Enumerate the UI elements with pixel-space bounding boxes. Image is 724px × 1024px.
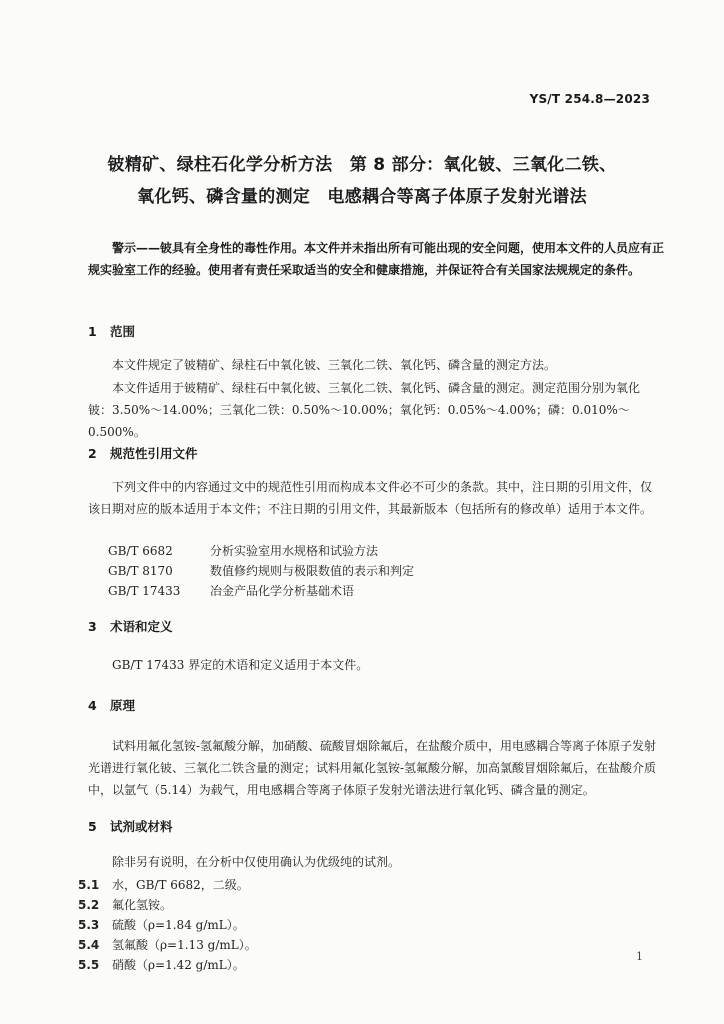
safety-warning: 警示——铍具有全身性的毒性作用。本文件并未指出所有可能出现的安全问题，使用本文件的人员应有正规实验室工作的经验。使用者有责任采取适当的安全和健康措施，并保证符合有关国家法规规定的条件。	[88, 241, 665, 277]
reagent-item: 5.2 氟化氢铵。	[78, 898, 173, 912]
section-title: 原理	[110, 698, 136, 713]
section-3-heading	[88, 617, 173, 635]
reagent-item: 5.5 硝酸（ρ=1.42 g/mL）。	[78, 958, 245, 972]
section-number: 2	[88, 446, 97, 461]
section-1-paragraph-1: 本文件规定了铍精矿、绿柱石中氧化铍、三氧化二铁、氧化钙、磷含量的测定方法。	[112, 358, 557, 372]
section-2-heading	[88, 444, 198, 462]
section-4-heading	[88, 696, 135, 714]
reference-item: GB/T 8170 数值修约规则与极限数值的表示和判定	[108, 564, 415, 578]
reagent-item: 5.1 水，GB/T 6682，二级。	[78, 878, 249, 892]
reference-item: GB/T 6682 分析实验室用水规格和试验方法	[108, 544, 379, 558]
section-4-paragraph-1: 试料用氟化氢铵-氢氟酸分解，加硝酸、硫酸冒烟除氟后，在盐酸介质中，用电感耦合等离子体原子发射光谱进行氧化铍、三氧化二铁含量的测定；试料用氟化氢铵-氢氟酸分解，加高氯酸冒烟除氟后，在盐酸介质中，以氩气（5.14）为载气，用电感耦合等离子体原子发射光谱法进行氧化钙、磷含量的测定。	[88, 739, 657, 797]
section-number: 1	[88, 324, 97, 339]
section-number: 5	[88, 819, 97, 834]
section-number: 4	[88, 698, 97, 713]
section-title: 范围	[110, 324, 136, 339]
reference-item: GB/T 17433 冶金产品化学分析基础术语	[108, 584, 355, 598]
section-title: 试剂或材料	[110, 819, 173, 834]
section-2-paragraph-1: 下列文件中的内容通过文中的规范性引用而构成本文件必不可少的条款。其中，注日期的引用文件，仅该日期对应的版本适用于本文件；不注日期的引用文件，其最新版本（包括所有的修改单）适用于本文件。	[88, 480, 653, 516]
document-title-line-1: 铍精矿、绿柱石化学分析方法 第 8 部分：氧化铍、三氧化二铁、	[107, 155, 617, 175]
section-title: 术语和定义	[110, 619, 173, 634]
reagent-item: 5.3 硫酸（ρ=1.84 g/mL）。	[78, 918, 245, 932]
section-title: 规范性引用文件	[110, 446, 198, 461]
section-3-paragraph-1: GB/T 17433 界定的术语和定义适用于本文件。	[112, 658, 369, 672]
section-5-paragraph-1: 除非另有说明，在分析中仅使用确认为优级纯的试剂。	[112, 855, 401, 869]
section-5-heading	[88, 817, 173, 835]
page-number: 1	[636, 950, 643, 963]
standard-code: YS/T 254.8—2023	[529, 92, 650, 106]
section-1-paragraph-2: 本文件适用于铍精矿、绿柱石中氧化铍、三氧化二铁、氧化钙、磷含量的测定。测定范围分别为氧化铍：3.50%～14.00%；三氧化二铁：0.50%～10.00%；氧化钙：0.05%～4.00%；磷：0.010%～0.500%。	[88, 381, 641, 439]
document-title-line-2: 氧化钙、磷含量的测定 电感耦合等离子体原子发射光谱法	[137, 187, 587, 207]
section-1-heading	[88, 322, 135, 340]
reagent-item: 5.4 氢氟酸（ρ=1.13 g/mL）。	[78, 938, 257, 952]
section-number: 3	[88, 619, 97, 634]
